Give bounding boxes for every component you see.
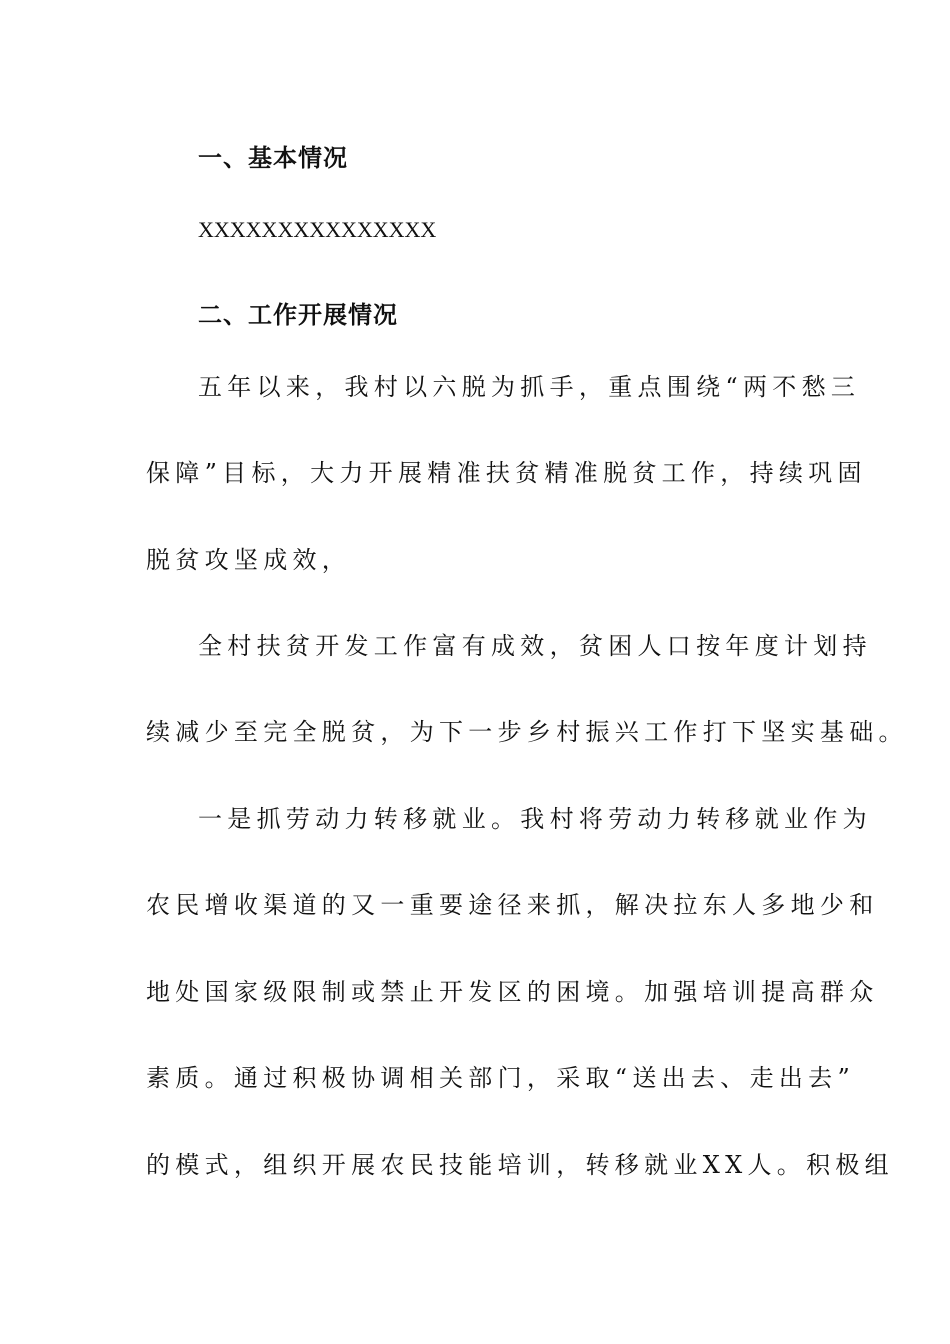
paragraph-line: 一是抓劳动力转移就业。我村将劳动力转移就业作为	[198, 805, 872, 833]
paragraph-line: 素质。通过积极协调相关部门，采取“送出去、走出去”	[146, 1064, 856, 1092]
paragraph-line: 五年以来，我村以六脱为抓手，重点围绕“两不愁三	[198, 373, 861, 401]
section-heading-work: 二、工作开展情况	[198, 301, 398, 329]
paragraph-line: 续减少至完全脱贫，为下一步乡村振兴工作打下坚实基础。	[146, 718, 908, 746]
section-heading-basic: 一、基本情况	[198, 144, 348, 172]
paragraph-line: 农民增收渠道的又一重要途径来抓，解决拉东人多地少和	[146, 891, 879, 919]
paragraph-line: 脱贫攻坚成效，	[146, 546, 352, 574]
paragraph-line: 的模式，组织开展农民技能培训，转移就业XX人。积极组	[146, 1151, 894, 1179]
paragraph-line: 保障”目标，大力开展精准扶贫精准脱贫工作，持续巩固	[146, 459, 867, 487]
paragraph-line: 地处国家级限制或禁止开发区的困境。加强培训提高群众	[146, 978, 879, 1006]
section-placeholder-text: XXXXXXXXXXXXXXX	[198, 217, 437, 242]
paragraph-line: 全村扶贫开发工作富有成效，贫困人口按年度计划持	[198, 632, 872, 660]
